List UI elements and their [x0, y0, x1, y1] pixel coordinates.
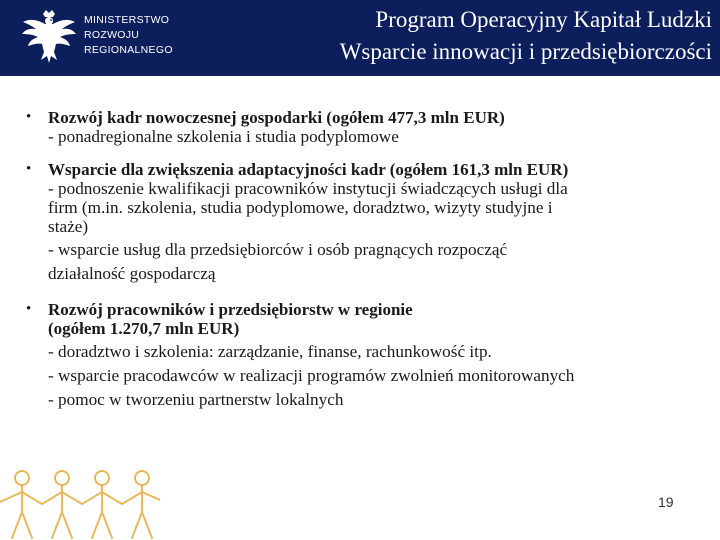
bullet-details [48, 340, 720, 412]
people-holding-hands-icon [0, 460, 160, 540]
bullet-details [48, 127, 720, 146]
ministry-line-2: ROZWOJU [84, 29, 140, 41]
bullet-heading-total: (ogółem 1.270,7 mln EUR) [48, 319, 240, 338]
bullet-item [26, 300, 720, 412]
detail-line: - pomoc w tworzeniu partnerstw lokalnych [48, 390, 344, 409]
bullet-item [26, 160, 720, 286]
detail-line: staże) [48, 217, 89, 236]
slide-header [0, 0, 720, 76]
bullet-heading: Rozwój kadr nowoczesnej gospodarki (ogółem 477,3 mln EUR) [48, 108, 505, 127]
bullet-details [48, 238, 720, 286]
bullet-icon: • [26, 161, 32, 177]
page-number: 19 [658, 494, 674, 510]
detail-line: - wsparcie usług dla przedsiębiorców i osób pragnących rozpocząć [48, 240, 508, 259]
title-line-2: Wsparcie innowacji i przedsiębiorczości [339, 39, 712, 64]
bullet-list [26, 108, 720, 426]
bullet-details [48, 179, 720, 236]
bullet-icon: • [26, 109, 32, 125]
bullet-heading: Rozwój pracowników i przedsiębiorstw w regionie [48, 300, 413, 319]
detail-line: - doradztwo i szkolenia: zarządzanie, finanse, rachunkowość itp. [48, 342, 492, 361]
ministry-line-1: MINISTERSTWO [84, 14, 170, 26]
ministry-name [84, 13, 194, 58]
ministry-logo [20, 6, 190, 70]
white-eagle-emblem-icon [20, 8, 78, 68]
bullet-heading: Wsparcie dla zwiększenia adaptacyjności kadr (ogółem 161,3 mln EUR) [48, 160, 569, 179]
detail-line: firm (m.in. szkolenia, studia podyplomowe, doradztwo, wizyty studyjne i [48, 198, 553, 217]
bullet-icon: • [26, 301, 32, 317]
title-line-1: Program Operacyjny Kapitał Ludzki [375, 7, 712, 32]
detail-line: - podnoszenie kwalifikacji pracowników instytucji świadczących usługi dla [48, 179, 568, 198]
bullet-item [26, 108, 720, 146]
detail-line: - wsparcie pracodawców w realizacji programów zwolnień monitorowanych [48, 366, 575, 385]
ministry-line-3: REGIONALNEGO [84, 44, 173, 56]
detail-line: działalność gospodarczą [48, 264, 216, 283]
detail-line: - ponadregionalne szkolenia i studia podyplomowe [48, 127, 399, 146]
slide-title [340, 4, 712, 68]
